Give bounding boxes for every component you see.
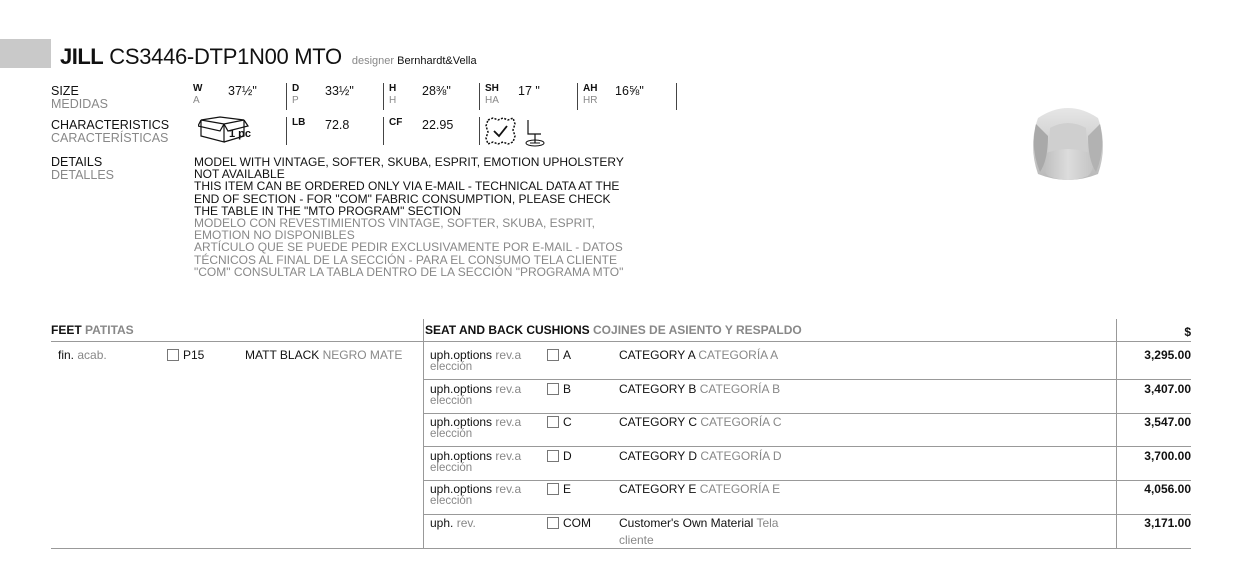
uph-option-label: uph.options rev.a elección xyxy=(430,482,522,508)
dim-ah: AH HR 16⅝" xyxy=(577,83,597,110)
designer-name: Bernhardt&Vella xyxy=(397,55,477,67)
row-divider xyxy=(424,514,1191,515)
volume-cf: CF 22.95 xyxy=(383,117,402,145)
details-text xyxy=(194,156,624,278)
armchair-image xyxy=(1026,96,1110,188)
category-option-b[interactable]: B xyxy=(547,382,571,396)
price-value: 4,056.00 xyxy=(1144,482,1191,497)
dim-sh: SH HA 17 " xyxy=(479,83,499,110)
product-code: CS3446-DTP1N00 MTO xyxy=(109,44,342,69)
category-option-c[interactable]: C xyxy=(547,415,572,429)
details-en: MODEL WITH VINTAGE, SOFTER, SKUBA, ESPRIT, EMOTION UPHOLSTERY NOT AVAILABLE THIS ITEM CAN BE ORDERED ONLY VIA E-MAIL - TECHNICAL DATA AT THE END OF SECTION - FOR "COM" FABRIC CONSUMPTION, PLEASE CHECK THE TABLE IN THE "MTO PROGRAM" SECTION xyxy=(194,155,624,218)
category-option-a[interactable]: A xyxy=(547,348,571,362)
dim-w: W A 37½" xyxy=(193,83,257,106)
feet-header: FEET PATITAS xyxy=(51,323,134,337)
uph-option-label: uph. rev. xyxy=(430,516,476,530)
row-divider xyxy=(424,480,1191,481)
feet-option-p15[interactable]: P15 xyxy=(167,348,204,362)
feet-finish: MATT BLACK NEGRO MATE xyxy=(245,348,403,362)
table-bottom-rule xyxy=(51,548,1191,549)
product-name: JILL xyxy=(60,44,104,69)
uph-option-label: uph.options rev.a elección xyxy=(430,381,522,407)
price-value: 3,171.00 xyxy=(1144,516,1191,530)
price-value: 3,295.00 xyxy=(1144,348,1191,362)
page-title xyxy=(60,44,477,70)
seat-header: SEAT AND BACK CUSHIONS COJINES DE ASIENTO Y RESPALDO xyxy=(425,323,802,337)
details-es: MODELO CON REVESTIMIENTOS VINTAGE, SOFTER, SKUBA, ESPRIT, EMOTION NO DISPONIBLES ARTÍCULO QUE SE PUEDE PEDIR EXCLUSIVAMENTE POR E-MAIL - DATOS TÉCNICOS AL FINAL DE LA SECCIÓN - PARA EL CONSUMO TELA CLIENTE "COM" CONSULTAR LA TABLA DENTRO DE LA SECCIÓN "PROGRAMA MTO" xyxy=(194,216,624,279)
category-checkbox[interactable] xyxy=(547,483,559,495)
price-value: 3,700.00 xyxy=(1144,448,1191,463)
category-checkbox[interactable] xyxy=(547,517,559,529)
category-option-e[interactable]: E xyxy=(547,482,571,496)
uph-option-label: uph.options rev.a elección xyxy=(430,348,522,373)
dim-h: H H 28⅜" xyxy=(383,83,396,110)
char-divider xyxy=(479,117,480,145)
fabric-check-icon xyxy=(484,116,518,151)
weight-lb: LB 72.8 xyxy=(286,117,305,145)
price-value: 3,547.00 xyxy=(1144,415,1191,430)
dim-d: D P 33½" xyxy=(286,83,299,110)
row-divider xyxy=(424,446,1191,447)
category-name: CATEGORY D CATEGORÍA D xyxy=(619,448,782,463)
dim-end-divider xyxy=(676,83,677,110)
designer-credit: designer Bernhardt&Vella xyxy=(351,55,477,67)
row-divider xyxy=(424,379,1191,380)
price-value: 3,407.00 xyxy=(1144,381,1191,396)
category-name: CATEGORY E CATEGORÍA E xyxy=(619,482,781,497)
table-header-rule xyxy=(51,341,1191,342)
category-checkbox[interactable] xyxy=(547,450,559,462)
feet-checkbox[interactable] xyxy=(167,349,179,361)
characteristics-label: CHARACTERISTICS CARACTERÍSTICAS xyxy=(51,118,170,145)
category-checkbox[interactable] xyxy=(547,349,559,361)
swivel-icon xyxy=(523,118,547,153)
category-checkbox[interactable] xyxy=(547,383,559,395)
uph-option-label: uph.options rev.a elección xyxy=(430,448,522,474)
category-option-com[interactable]: COM xyxy=(547,516,591,530)
section-tab xyxy=(0,39,51,68)
size-label: SIZE MEDIDAS xyxy=(51,84,108,111)
category-option-d[interactable]: D xyxy=(547,449,572,463)
category-checkbox[interactable] xyxy=(547,416,559,428)
category-name: CATEGORY B CATEGORÍA B xyxy=(619,381,781,396)
feet-fin-label: fin. acab. xyxy=(58,348,107,362)
pieces-count: 1 pc xyxy=(229,128,252,140)
category-name: CATEGORY A CATEGORÍA A xyxy=(619,348,779,362)
currency-header: $ xyxy=(1184,325,1191,339)
category-name: CATEGORY C CATEGORÍA C xyxy=(619,415,782,430)
details-label: DETAILS DETALLES xyxy=(51,155,114,182)
row-divider xyxy=(424,413,1191,414)
uph-option-label: uph.options rev.a elección xyxy=(430,415,522,441)
category-name: Customer's Own Material Tela cliente xyxy=(619,516,779,547)
